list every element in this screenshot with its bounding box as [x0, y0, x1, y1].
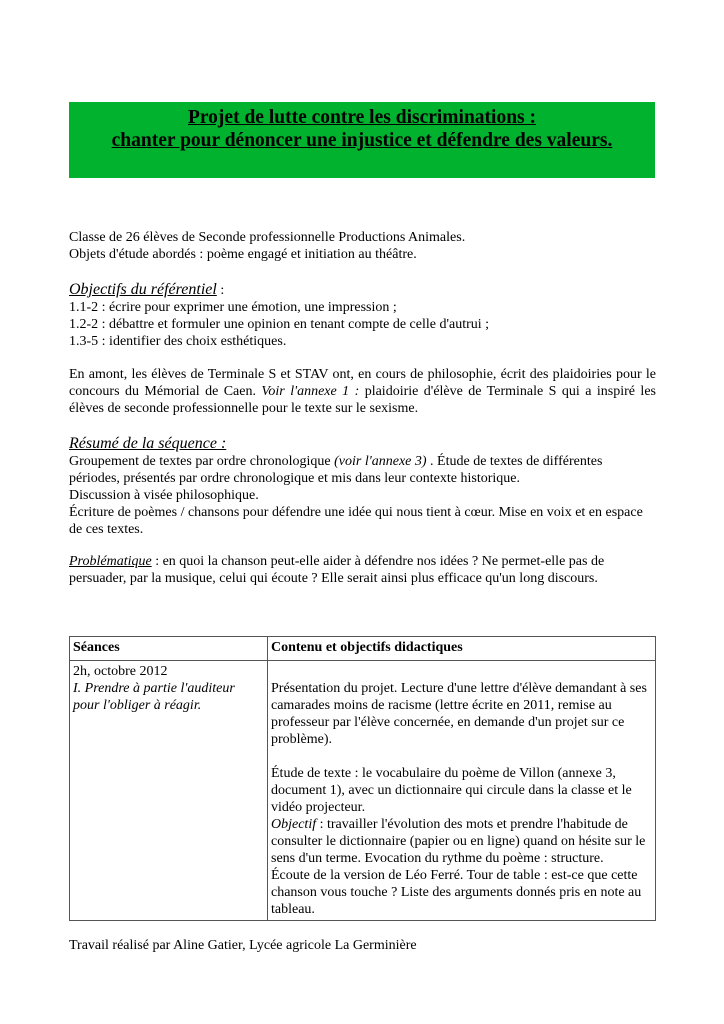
problem-label: Problématique: [69, 554, 152, 569]
column-header-sessions: Séances: [70, 637, 268, 661]
table-header-row: [70, 637, 656, 661]
objectives-heading: Objectifs du référentiel: [69, 281, 217, 298]
summary-writing: Écriture de poèmes / chansons pour défendre une idée qui nous tient à cœur. Mise en voix et en espace de ces textes.: [69, 505, 643, 537]
summary-heading: Résumé de la séquence :: [69, 435, 227, 452]
content-presentation: Présentation du projet. Lecture d'une lettre d'élève demandant à ses camarades moins de racisme (lettre écrite en 2011, remise au professeur par l'élève concernée, en demande d'un projet sur ce problème).: [271, 681, 647, 747]
session-title: I. Prendre à partie l'auditeur pour l'obliger à réagir.: [73, 681, 235, 713]
summary-annex-reference: (voir l'annexe 3): [334, 454, 427, 469]
objectives-section: [69, 281, 656, 350]
study-objects: Objets d'étude abordés : poème engagé et initiation au théâtre.: [69, 247, 417, 262]
sequence-table: [69, 636, 656, 921]
context-text-1: En amont, les élèves de Terminale S et STAV ont, en cours de philosophie, écrit des plaidoiries pour le concours du Mémorial de Caen.: [69, 367, 656, 399]
column-header-content: Contenu et objectifs didactiques: [268, 637, 656, 661]
session-cell: [70, 661, 268, 921]
content-listening: Écoute de la version de Léo Ferré. Tour de table : est-ce que cette chanson vous touche ? Liste des arguments donnés pris en note au tableau.: [271, 868, 642, 917]
summary-section: [69, 435, 656, 538]
title-banner: [69, 102, 655, 178]
problem-paragraph: [69, 553, 656, 587]
problem-text: : en quoi la chanson peut-elle aider à défendre nos idées ? Ne permet-elle pas de persuader, par la musique, celui qui écoute ? Elle serait ainsi plus efficace qu'un long discours.: [69, 554, 605, 586]
objective-item: 1.1-2 : écrire pour exprimer une émotion, une impression ;: [69, 300, 397, 315]
objectives-heading-colon: :: [216, 283, 225, 298]
summary-discussion: Discussion à visée philosophique.: [69, 488, 259, 503]
table-row: [70, 661, 656, 921]
class-description: Classe de 26 élèves de Seconde professionnelle Productions Animales.: [69, 230, 466, 245]
session-date: 2h, octobre 2012: [73, 664, 168, 679]
objective-text: : travailler l'évolution des mots et prendre l'habitude de consulter le dictionnaire (papier ou en ligne) quand on hésite sur le sens d'un terme. Evocation du rythme du poème : structure.: [271, 817, 646, 866]
intro: [69, 229, 656, 263]
summary-text-1: Groupement de textes par ordre chronologique: [69, 454, 335, 469]
annex-reference: Voir l'annexe 1 :: [261, 384, 360, 399]
content-text-study: Étude de texte : le vocabulaire du poème de Villon (annexe 3, document 1), avec un dictionnaire qui circule dans la classe et le vidéo projecteur.: [271, 766, 632, 815]
title-line-1: Projet de lutte contre les discriminations :: [187, 107, 537, 128]
author-footer: Travail réalisé par Aline Gatier, Lycée agricole La Germinière: [69, 938, 417, 953]
summary-text-2: . Étude de textes de différentes périodes, présentés par ordre chronologique et mis dans leur contexte historique.: [69, 454, 603, 486]
objective-label: Objectif: [271, 817, 317, 832]
objective-item: 1.3-5 : identifier des choix esthétiques.: [69, 334, 287, 349]
context-paragraph: [69, 366, 656, 417]
objective-item: 1.2-2 : débattre et formuler une opinion en tenant compte de celle d'autrui ;: [69, 317, 490, 332]
context-text-2: plaidoirie d'élève de Terminale S qui a inspiré les élèves de seconde professionnelle pour le texte sur le sexisme.: [69, 384, 656, 416]
title-line-2: chanter pour dénoncer une injustice et défendre des valeurs.: [111, 130, 613, 151]
content-cell: [268, 661, 656, 921]
